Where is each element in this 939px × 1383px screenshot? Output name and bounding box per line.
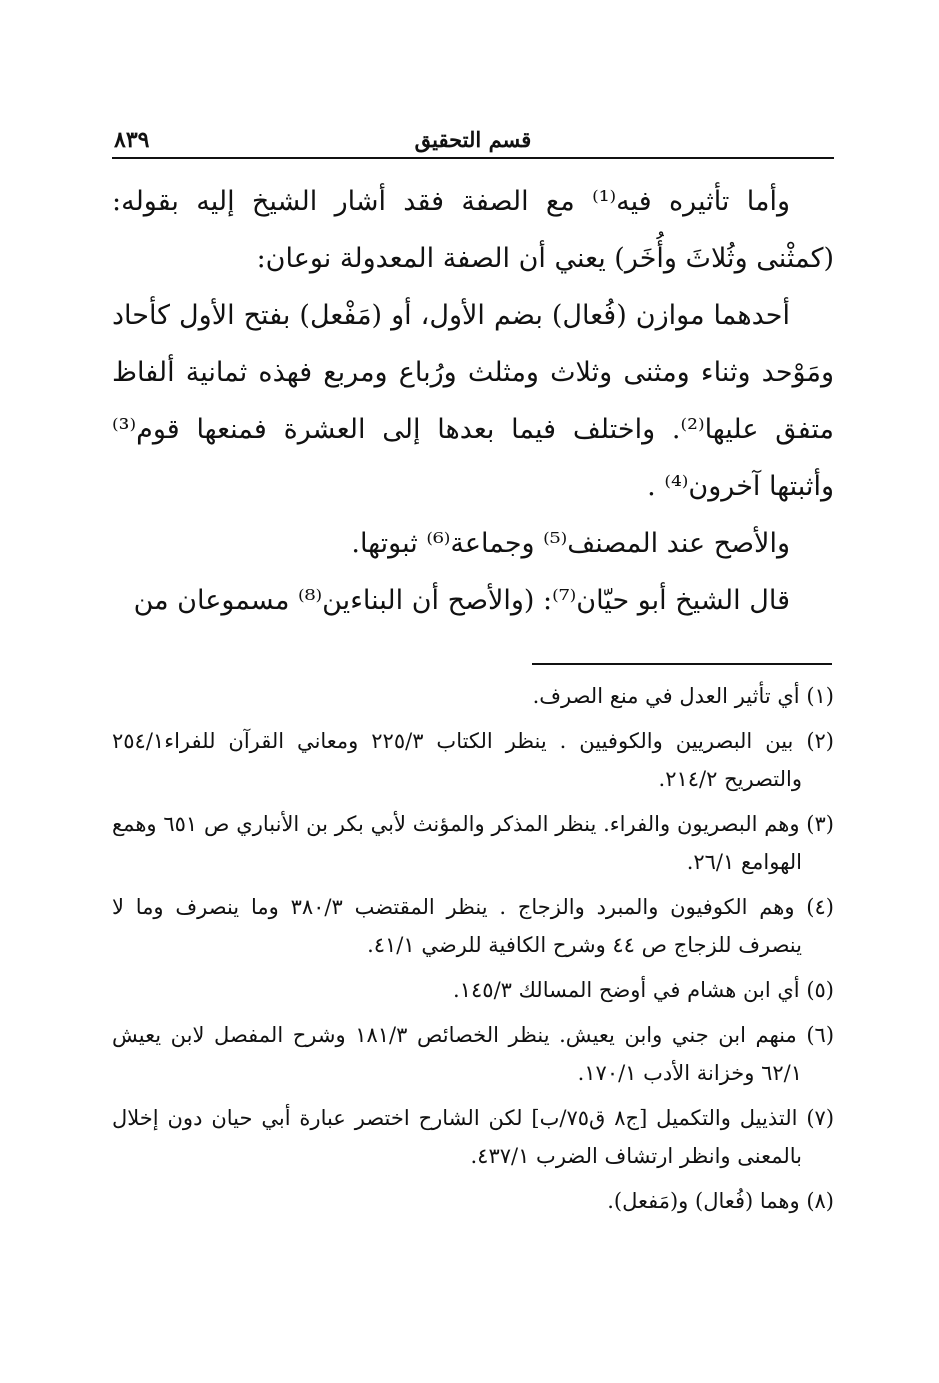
footnote-separator [532, 663, 832, 665]
book-page [112, 125, 834, 1275]
paragraph: قال الشيخ أبو حيّان⁽⁷⁾: (والأصح أن البناءين⁽⁸⁾ مسموعان من [133, 585, 790, 616]
footnotes [112, 677, 834, 1220]
section-title: قسم التحقيق [414, 127, 532, 152]
main-text [112, 173, 834, 629]
footnote-item: (٦) منهم ابن جني وابن يعيش. ينظر الخصائص ١٨١/٣ وشرح المفصل لابن يعيش ٦٢/١ وخزانة الأدب ١٧٠/١. [112, 1023, 835, 1085]
footnote-item: (٣) وهم البصريون والفراء. ينظر المذكر والمؤنث لأبي بكر بن الأنباري ص ٦٥١ وهمع الهوامع ٢٦/١. [112, 812, 834, 874]
page-header [112, 125, 834, 159]
footnote-item: (٥) أي ابن هشام في أوضح المسالك ١٤٥/٣. [453, 978, 834, 1002]
footnote-item: (١) أي تأثير العدل في منع الصرف. [532, 684, 834, 708]
paragraph: وأما تأثيره فيه⁽¹⁾ مع الصفة فقد أشار الشيخ إليه بقوله: (كمثْنى وثُلاثَ وأُخَر) يعني أن الصفة المعدولة نوعان: [112, 186, 834, 274]
paragraph: أحدهما موازن (فُعال) بضم الأول، أو (مَفْعل) بفتح الأول كأحاد ومَوْحد وثناء ومثنى وثلاث ومثلث ورُباع ومربع فهذه ثمانية ألفاظ متفق عليها⁽²⁾. واختلف فيما بعدها إلى العشرة فمنعها قوم⁽³⁾ وأثبتها آخرون⁽⁴⁾ . [112, 300, 834, 502]
footnote-item: (٧) التذييل والتكميل [ج٨ ق٧٥/ب] لكن الشارح اختصر عبارة أبي حيان دون إخلال بالمعنى وانظر ارتشاف الضرب ٤٣٧/١. [112, 1106, 835, 1168]
footnote-item: (٤) وهم الكوفيون والمبرد والزجاج . ينظر المقتضب ٣٨٠/٣ وما ينصرف وما لا ينصرف للزجاج ص ٤٤ وشرح الكافية للرضي ٤١/١. [112, 895, 834, 957]
footnote-item: (٨) وهما (فُعال) و(مَفعل). [607, 1189, 834, 1213]
footnote-item: (٢) بين البصريين والكوفيين . ينظر الكتاب ٢٢٥/٣ ومعاني القرآن للفراء٢٥٤/١ والتصريح ٢١٤/٢. [112, 729, 834, 791]
page-number: ٨٣٩ [114, 127, 150, 153]
paragraph: والأصح عند المصنف⁽⁵⁾ وجماعة⁽⁶⁾ ثبوتها. [351, 528, 790, 559]
